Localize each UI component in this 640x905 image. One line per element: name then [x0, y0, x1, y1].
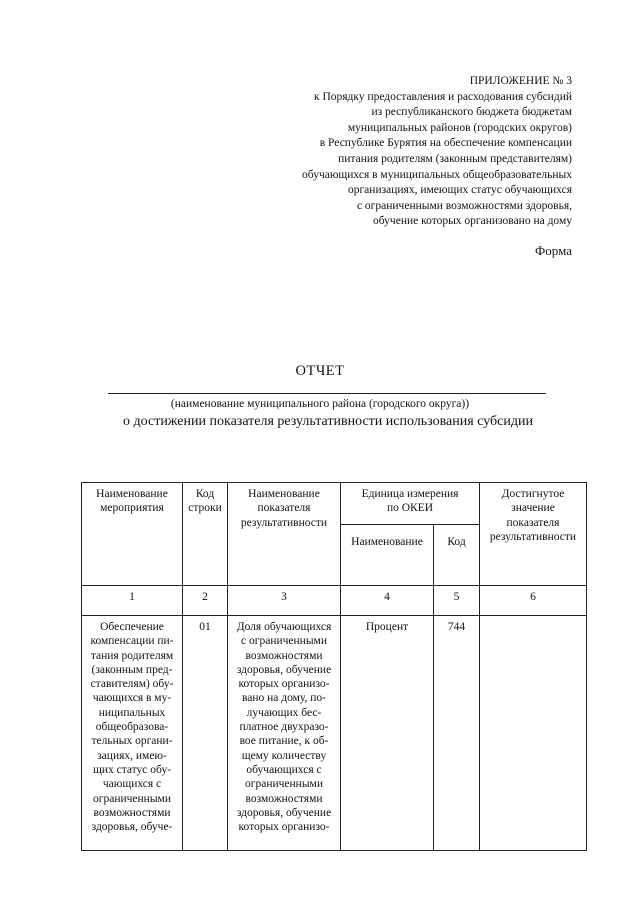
column-number: 6	[480, 586, 587, 616]
appendix-line: к Порядку предоставления и расходования субсидий	[313, 90, 572, 103]
municipality-name-line	[108, 393, 546, 394]
header-event: Наименование мероприятия	[82, 483, 183, 586]
cell-event: Обеспечение компенсации пи- тания родителям (законным пред- ставителям) обу- чающихся в му- ниципальных общеобразова- тельных органи- зациях, имею- щих статус обу- чающихся с ограниченными возможностями здоровья, обуче-	[82, 616, 183, 851]
column-number: 5	[434, 586, 480, 616]
header-achieved-value: Достигнутое значение показателя результативности	[480, 483, 587, 586]
report-subtitle: о достижении показателя результативности использования субсидии	[123, 414, 533, 429]
header-line-code: Код строки	[183, 483, 228, 586]
appendix-line: муниципальных районов (городских округов)	[347, 121, 572, 134]
cell-indicator: Доля обучающихся с ограниченными возможностями здоровья, обучение которых организо- вано на дому, по- лучающих бес- платное двухразо- вое питание, к об- щему количеству обучающихся с ограниченными возможностями здоровья, обучение которых организо-	[228, 616, 341, 851]
column-number: 1	[82, 586, 183, 616]
table-row	[82, 616, 587, 851]
appendix-line: в Республике Бурятия на обеспечение компенсации	[319, 137, 572, 150]
appendix-line: обучение которых организовано на дому	[373, 215, 572, 228]
column-number: 3	[228, 586, 341, 616]
appendix-line: из республиканского бюджета бюджетам	[371, 106, 572, 119]
column-number: 4	[341, 586, 434, 616]
cell-achieved-value	[480, 616, 587, 851]
column-number: 2	[183, 586, 228, 616]
header-unit-group: Единица измерения по ОКЕИ	[341, 483, 480, 525]
header-row	[82, 483, 587, 525]
header-unit-code: Код	[434, 525, 480, 586]
column-number-row	[82, 586, 587, 616]
form-label: Форма	[535, 243, 572, 258]
appendix-line: ПРИЛОЖЕНИЕ № 3	[469, 75, 572, 87]
appendix-line: организациях, имеющих статус обучающихся	[347, 184, 572, 197]
appendix-line: питания родителям (законным представителям)	[338, 152, 572, 165]
header-indicator: Наименование показателя результативности	[228, 483, 341, 586]
municipality-name-caption: (наименование муниципального района (городского округа))	[170, 398, 470, 410]
appendix-block	[302, 74, 572, 230]
report-title: ОТЧЕТ	[295, 363, 345, 379]
cell-unit-code: 744	[434, 616, 480, 851]
cell-unit-name: Процент	[341, 616, 434, 851]
appendix-line: обучающихся в муниципальных общеобразовательных	[302, 168, 572, 181]
header-unit-name: Наименование	[341, 525, 434, 586]
appendix-line: с ограниченными возможностями здоровья,	[356, 199, 572, 212]
report-table	[81, 482, 587, 851]
cell-line-code: 01	[183, 616, 228, 851]
